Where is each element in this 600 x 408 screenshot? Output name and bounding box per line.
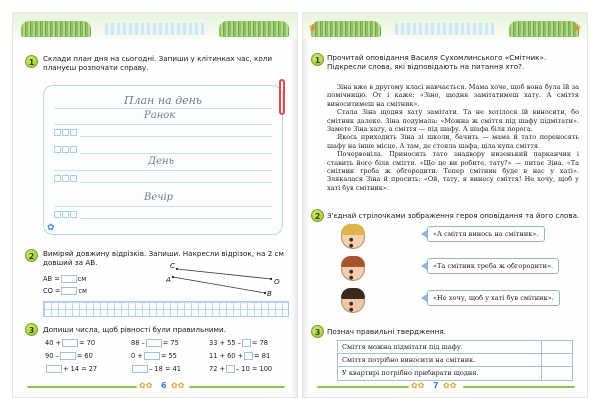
point-label: В: [267, 289, 272, 298]
right-page: [302, 12, 588, 398]
time-cells[interactable]: [54, 146, 78, 153]
page-footer: [303, 377, 587, 397]
answer-box[interactable]: [61, 275, 77, 283]
day-plan-card: [43, 85, 283, 235]
plan-slot-day: День: [148, 156, 175, 167]
flower-icon: ✿✿: [171, 381, 185, 390]
equation: 72 + – 10 = 100: [209, 365, 273, 373]
answer-box[interactable]: [226, 365, 235, 373]
equation: 88 – = 75: [131, 339, 179, 347]
task-number: 3: [311, 325, 324, 338]
answer-box[interactable]: [60, 352, 76, 360]
story-paragraph: Зіна вже в другому класі навчається. Мама хоче, щоб вона була їй за помічницю. От і каже: «Зіно, щодня замітатимеш хату. А сміття виноситимеш на смітник».: [327, 83, 579, 108]
table-row: [338, 354, 572, 367]
page-footer: [13, 377, 297, 397]
butterfly-icon: ❀: [572, 23, 581, 34]
equation: 0 + = 55: [131, 352, 177, 360]
quote-box[interactable]: «А сміття винось на смітник».: [427, 226, 545, 242]
statement-text: Сміття можна підмітати під шафу.: [338, 341, 542, 353]
measure-co: СО = см: [43, 287, 88, 295]
mother-portrait[interactable]: ● ●: [341, 257, 365, 281]
task-text: Виміряй довжину відрізків. Запиши. Накресли відрізок, на 2 см довший за АВ.: [43, 249, 284, 267]
page-number: 7: [433, 381, 439, 390]
task-number: 1: [311, 53, 324, 66]
check-cell[interactable]: [542, 341, 572, 353]
equation: 90 – = 60: [45, 352, 93, 360]
task-number: 1: [25, 55, 38, 68]
task-text: З'єднай стрілочками зображення героя оповідання та його слова.: [327, 211, 580, 220]
paperclip-icon: [279, 79, 285, 115]
grass-decoration: [21, 21, 91, 37]
flower-icon: ✿: [47, 223, 55, 233]
check-cell[interactable]: [542, 354, 572, 366]
story-text: [327, 83, 579, 192]
story-paragraph: Почервоніла. Приносить тато знадвору низенький парканчик і ставить його біля сміття. «Що це ви робите, тату?» — питає Зіна. «Та смітник треба ж обгородити. Тепер смітник буде в нас у хаті». Злякалася Зіна й просить: «Ой, тату, я винесу сміття! Не хочу, щоб у хаті був смітник».: [327, 150, 579, 192]
header-bar: [395, 23, 495, 35]
header-bar: [105, 23, 205, 35]
quote-box[interactable]: «Та смітник треба ж обгородити».: [427, 258, 559, 274]
point-label: О: [274, 277, 280, 286]
point-label: А: [166, 275, 171, 284]
flower-icon: ✿✿: [443, 381, 457, 390]
answer-box[interactable]: [242, 339, 251, 347]
grass-decoration: [311, 21, 381, 37]
girl-portrait[interactable]: ● ●: [341, 225, 365, 249]
equation: + 14 = 27: [45, 365, 97, 373]
story-paragraph: Якось приходить Зіна зі школи, бачить — мама й тато переносять шафу на інше місце. А там, де стояла шафа, ціла купа сміття.: [327, 133, 579, 150]
task-number: 3: [25, 323, 38, 336]
grass-decoration: [509, 21, 579, 37]
equation: 11 + 60 + = 81: [209, 352, 271, 360]
statements-table: [337, 340, 573, 381]
time-cells[interactable]: [54, 129, 78, 136]
flower-icon: ✿✿: [139, 381, 153, 390]
measure-ab: АВ = см: [43, 275, 87, 283]
left-page: [12, 12, 298, 398]
equation: – 18 = 41: [131, 365, 181, 373]
table-row: [338, 341, 572, 354]
answer-box[interactable]: [144, 352, 160, 360]
father-portrait[interactable]: ● ●: [341, 289, 365, 313]
answer-box[interactable]: [61, 287, 77, 295]
plan-slot-morning: Ранок: [144, 110, 176, 121]
equation: 40 + = 70: [45, 339, 96, 347]
plan-title: План на день: [124, 94, 202, 107]
answer-box[interactable]: [244, 352, 253, 360]
answer-box[interactable]: [132, 365, 148, 373]
quote-box[interactable]: «Не хочу, щоб у хаті був смітник».: [427, 290, 560, 306]
time-cells[interactable]: [54, 211, 78, 218]
task-text: Познач правильні твердження.: [327, 327, 446, 336]
task-number: 2: [311, 209, 324, 222]
point-label: С: [170, 261, 176, 270]
task-number: 2: [25, 249, 38, 262]
time-cells[interactable]: [54, 175, 78, 182]
task-text: Склади план дня на сьогодні. Запиши у клітинках час, коли плануєш розпочати справу.: [43, 54, 273, 72]
statement-text: Сміття потрібно виносити на смітник.: [338, 354, 542, 366]
task-text: Прочитай оповідання Василя Сухомлинського «Смітник». Підкресли слова, які відповідають на питання хто?.: [327, 53, 547, 71]
grass-decoration: [219, 21, 289, 37]
answer-box[interactable]: [146, 339, 162, 347]
butterfly-icon: ❀: [309, 23, 318, 34]
page-number: 6: [161, 381, 167, 390]
story-paragraph: Стала Зіна щодня хату замітати. Та не хотілося їй виносити, бо смітник далеко. Зіна подумала: «Можна ж сміття під шафу підмітати». Замете Зіна хату, а сміття — під шафу. А шафа біля порога.: [327, 108, 579, 134]
answer-box[interactable]: [62, 339, 78, 347]
drawing-grid[interactable]: [43, 301, 289, 317]
answer-box[interactable]: [46, 365, 62, 373]
flower-icon: ✿✿: [411, 381, 425, 390]
statement-text: У квартирі потрібно прибирати щодня.: [338, 367, 542, 380]
equation: 33 + 55 – = 78: [209, 339, 268, 347]
plan-slot-evening: Вечір: [144, 192, 174, 203]
task-text: Допиши числа, щоб рівності були правильними.: [43, 325, 226, 334]
